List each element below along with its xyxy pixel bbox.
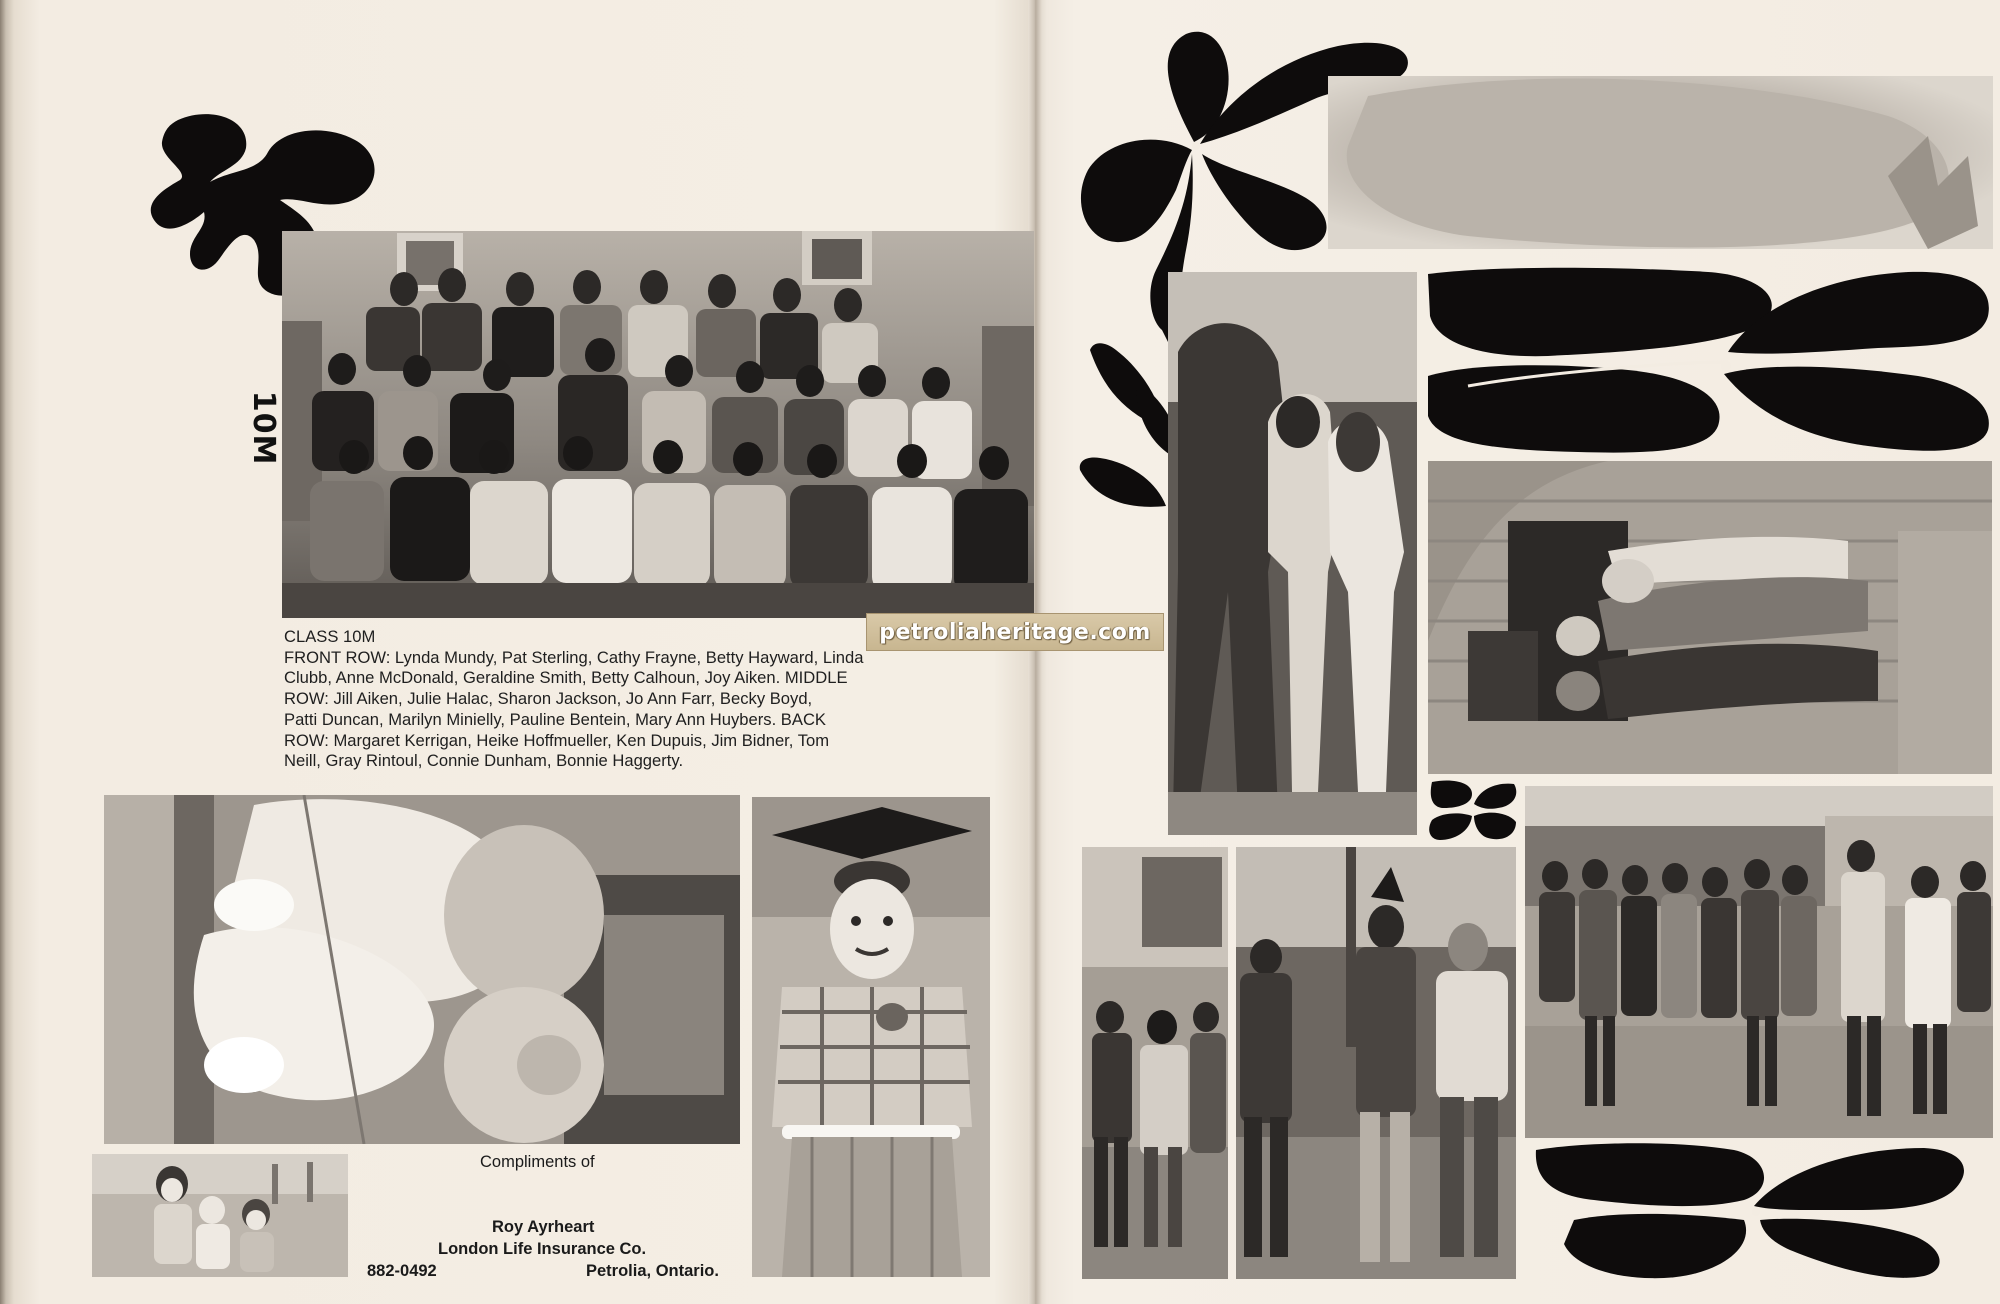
- girls-standing-photo: [1168, 272, 1417, 835]
- boy-graduate-photo: [752, 797, 990, 1277]
- caption-line: FRONT ROW: Lynda Mundy, Pat Sterling, Cathy Frayne, Betty Hayward, Linda: [284, 647, 864, 667]
- compliments-text: Compliments of: [480, 1153, 595, 1171]
- caption-line: ROW: Margaret Kerrigan, Heike Hoffmueller, Ken Dupuis, Jim Bidner, Tom: [284, 730, 830, 750]
- caption-line: CLASS 10M: [284, 627, 376, 646]
- class-photo-10m: [282, 231, 1034, 618]
- site-watermark: petroliaheritage.com: [866, 613, 1164, 651]
- advertiser-name: Roy Ayrheart: [492, 1218, 595, 1236]
- crowd-photo-left: [1082, 847, 1228, 1279]
- advertiser-company: London Life Insurance Co.: [438, 1240, 647, 1258]
- ink-flower-bottom-right: [1534, 1140, 1970, 1280]
- caption-line: Clubb, Anne McDonald, Geraldine Smith, Betty Calhoun, Joy Aiken. MIDDLE: [284, 668, 848, 688]
- crowd-photo-middle: [1236, 847, 1516, 1279]
- rotated-group-photo: [1428, 461, 1992, 774]
- advertiser-phone: 882-0492: [367, 1262, 437, 1280]
- ink-flower-horizontal-top-right: [1428, 266, 1994, 456]
- book-spine: [1028, 0, 1042, 1304]
- advertiser-location: Petrolia, Ontario.: [586, 1262, 719, 1280]
- ink-flower-small-center: [1428, 780, 1518, 842]
- babies-photo: [104, 795, 740, 1144]
- caption-line: ROW: Jill Aiken, Julie Halac, Sharon Jackson, Jo Ann Farr, Becky Boyd,: [284, 689, 813, 709]
- caption-line: Patti Duncan, Marilyn Minielly, Pauline Bentein, Mary Ann Huybers. BACK: [284, 709, 826, 729]
- crowd-photo-right: [1525, 786, 1993, 1138]
- small-girls-photo: [92, 1154, 348, 1277]
- caption-line: Neill, Gray Rintoul, Connie Dunham, Bonnie Haggerty.: [284, 751, 684, 771]
- class-section-label: 10M: [246, 390, 282, 466]
- blurred-top-photo: [1328, 76, 1993, 249]
